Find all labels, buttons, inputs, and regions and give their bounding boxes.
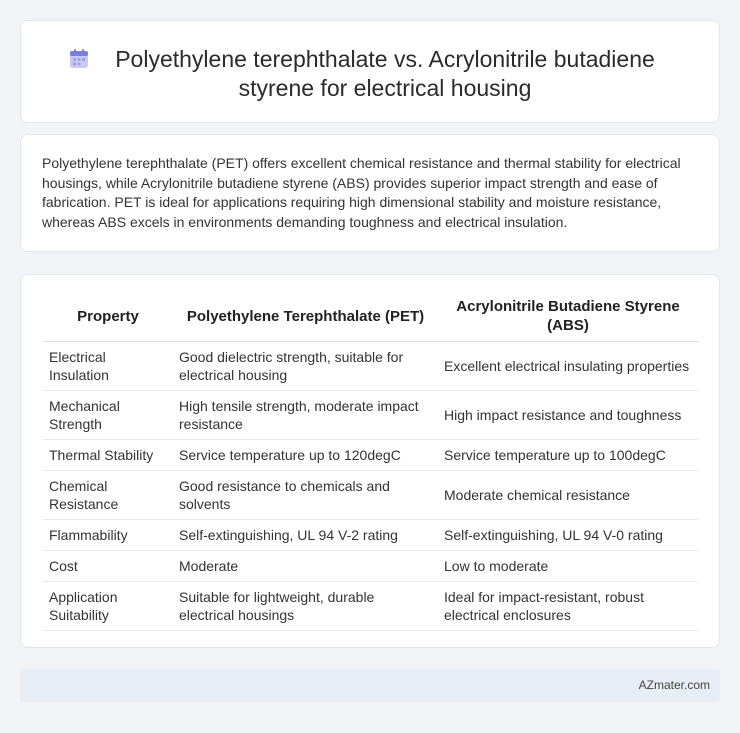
table-row — [43, 471, 698, 520]
pet-cell: Moderate — [173, 551, 438, 582]
header-pet: Polyethylene Terephthalate (PET) — [173, 293, 438, 342]
page-title: Polyethylene terephthalate vs. Acrylonitrile butadiene styrene for electrical housing — [115, 46, 655, 101]
abs-cell: Moderate chemical resistance — [438, 471, 698, 520]
pet-cell: High tensile strength, moderate impact resistance — [173, 391, 438, 440]
title-card — [20, 20, 720, 123]
table-row — [43, 391, 698, 440]
pet-cell: Service temperature up to 120degC — [173, 440, 438, 471]
header-property: Property — [43, 293, 173, 342]
abs-cell: Self-extinguishing, UL 94 V-0 rating — [438, 520, 698, 551]
abs-cell: High impact resistance and toughness — [438, 391, 698, 440]
pet-cell: Self-extinguishing, UL 94 V-2 rating — [173, 520, 438, 551]
pet-cell: Suitable for lightweight, durable electrical housings — [173, 582, 438, 631]
abs-cell: Ideal for impact-resistant, robust electrical enclosures — [438, 582, 698, 631]
table-row — [43, 342, 698, 391]
table-row — [43, 551, 698, 582]
footer-brand[interactable]: AZmater.com — [638, 678, 710, 692]
property-cell: Electrical Insulation — [43, 342, 173, 391]
property-cell: Application Suitability — [43, 582, 173, 631]
footer-bar — [20, 669, 720, 702]
property-cell: Flammability — [43, 520, 173, 551]
comparison-table — [43, 293, 698, 631]
property-cell: Chemical Resistance — [43, 471, 173, 520]
property-cell: Cost — [43, 551, 173, 582]
intro-card — [20, 134, 720, 252]
abs-cell: Service temperature up to 100degC — [438, 440, 698, 471]
table-header-row — [43, 293, 698, 342]
abs-cell: Low to moderate — [438, 551, 698, 582]
abs-cell: Excellent electrical insulating properties — [438, 342, 698, 391]
property-cell: Mechanical Strength — [43, 391, 173, 440]
pet-cell: Good resistance to chemicals and solvents — [173, 471, 438, 520]
table-row — [43, 520, 698, 551]
intro-paragraph: Polyethylene terephthalate (PET) offers excellent chemical resistance and thermal stability for electrical housings, while Acrylonitrile butadiene styrene (ABS) provides superior impact strength and ease of fabrication. PET is ideal for applications requiring high dimensional stability and moisture resistance, whereas ABS excels in environments demanding toughness and electrical insulation. — [42, 155, 681, 230]
comparison-table-card — [20, 274, 720, 648]
property-cell: Thermal Stability — [43, 440, 173, 471]
pet-cell: Good dielectric strength, suitable for electrical housing — [173, 342, 438, 391]
table-row — [43, 582, 698, 631]
header-abs: Acrylonitrile Butadiene Styrene (ABS) — [438, 293, 698, 342]
table-row — [43, 440, 698, 471]
